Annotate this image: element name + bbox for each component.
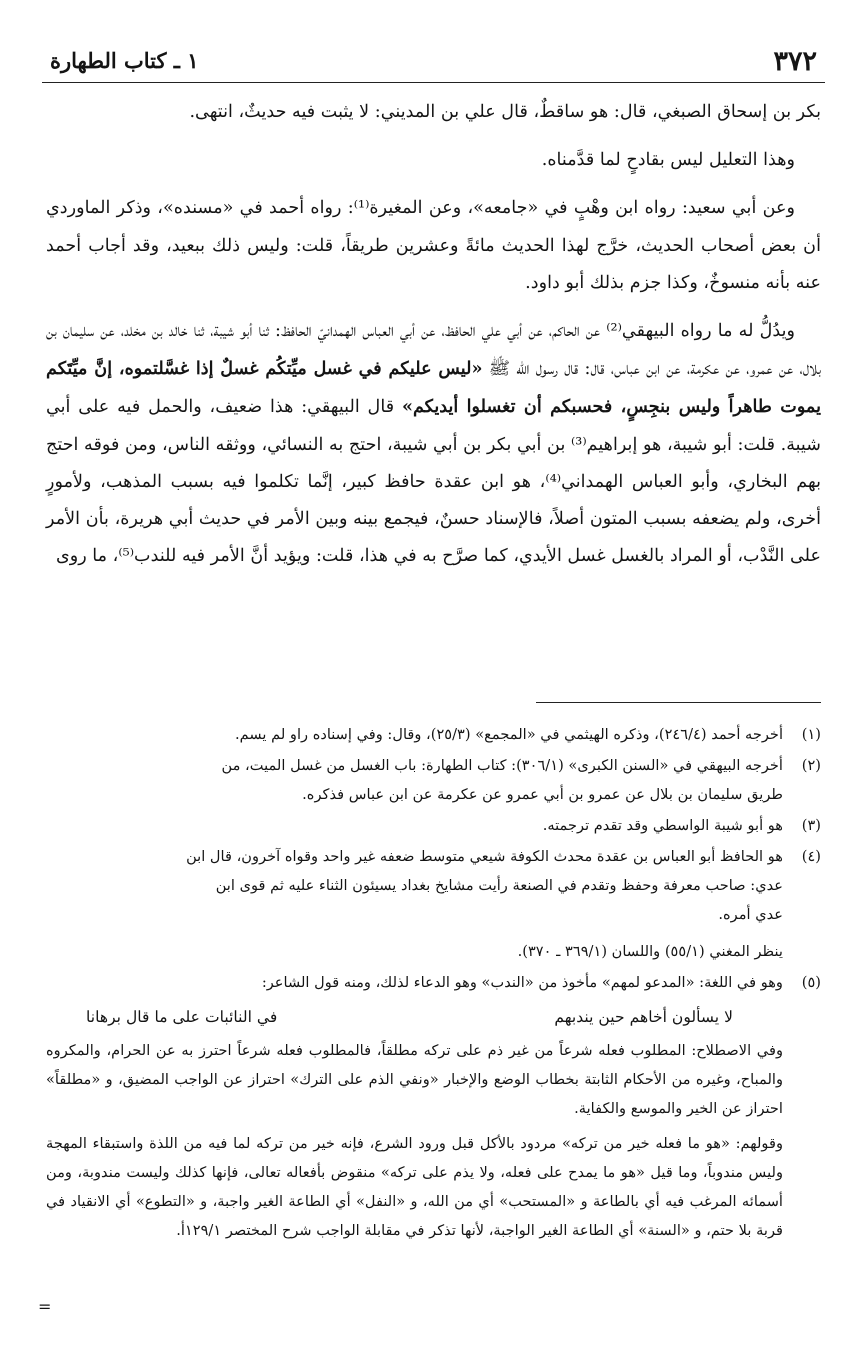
footnote-text: وهو في اللغة: «المدعو لمهم» مأخوذ من «الندب» وهو الدعاء لذلك، ومنه قول الشاعر: [261,974,783,991]
footnote-separator [536,702,821,703]
hadith-quote: «ليس عليكم في غسل ميِّتكُم غسلٌ إذا غسَّلتموه، إنَّ ميِّتَكم يموت طاهراً وليس بنجِسٍ، فحسبكم أن تغسلوا أيديكم» [46,358,821,418]
paragraph-4-intro: ويدُلُّ له ما رواه البيهقي⁽²⁾ عن الحاكم، عن أبي علي الحافظ، عن أبي العباس الهمدانيّ الحافظ: ثنا أبو شيبة، ثنا خالد بن مخلد، عن سليمان بن بلال، عن عمرو، عن عكرمة، عن ابن عباس، قال: قال رسول الله ﷺ [46,321,821,380]
footnote-text: أخرجه البيهقي في «السنن الكبرى» (٣٠٦/١): كتاب الطهارة: باب الغسل من غسل الميت، من [221,757,783,774]
footnote-text: هو أبو شيبة الواسطي وقد تقدم ترجمته. [542,817,783,834]
footnote-4 [46,842,821,966]
footnote-3 [46,811,821,840]
paragraph-4-commentary: قال البيهقي: هذا ضعيف، والحمل فيه على أبي شيبة. قلت: أبو شيبة، هو إبراهيم⁽³⁾ بن أبي بكر بن أبي شيبة، احتج به النسائي، ووثقه الناس، ومن فوقه احتج بهم البخاري، وأبو العباس الهمداني⁽⁴⁾، هو ابن عقدة حافظ كبير، إنَّما تكلموا فيه بسبب المذهب، ولأمورٍ أخرى، ولم يضعفه بسبب المتون أصلاً، فالإسناد حسنٌ، فيجمع بينه وبين الأمر في حديث أبي هريرة، بأن الأمر على النَّدْب، أو المراد بالغسل غسل الأيدي، كما صرَّح به في هذا، قلت: ويؤيد أنَّ الأمر فيه للندب⁽⁵⁾، ما روى [46,397,821,567]
footnote-reference: ينظر المغني (٥٥/١) واللسان (٣٦٩/١ ـ ٣٧٠). [517,943,783,960]
footnote-number: (٤) [801,848,821,865]
footnotes [46,720,821,1247]
footnote-text: هو الحافظ أبو العباس بن عقدة محدث الكوفة شيعي متوسط ضعفه غير واحد وقواه آخرون، قال ابن [186,848,783,865]
footnote-text: أخرجه أحمد (٢٤٦/٤)، وذكره الهيثمي في «المجمع» (٢٥/٣)، وقال: وفي إسناده راو لم يسم. [235,726,783,743]
footnote-number: (٣) [801,817,821,834]
paragraph-1: بكر بن إسحاق الصبغي، قال: هو ساقطٌ، قال علي بن المديني: لا يثبت فيه حديثٌ، انتهى. [189,102,821,122]
main-text [46,94,821,586]
running-header [42,42,825,83]
footnote-text: طريق سليمان بن بلال عن عمرو بن أبي عمرو عن عكرمة عن ابن عباس فذكره. [302,786,783,803]
footnote-5 [46,968,821,1245]
footnote-2 [46,751,821,809]
verse-first-hemistich: لا يسألون أخاهم حين يندبهم [554,1008,733,1026]
footnote-number: (٢) [801,757,821,774]
paragraph-3: وعن أبي سعيد: رواه ابن وهْبٍ في «جامعه»، وعن المغيرة⁽¹⁾: رواه أحمد في «مسنده»، وذكر الماوردي أن بعض أصحاب الحديث، خرَّج لهذا الحديث مائةً وعشرين طريقاً، قلت: وليس ذلك ببعيد، وقد أجاب أحمد عنه بأنه منسوخٌ، وكذا جزم بذلك أبو داود. [46,198,821,293]
page-number: ٣٧٢ [773,46,817,77]
continuation-mark: = [38,1297,52,1316]
poetry-verse [46,1003,783,1032]
footnote-1 [46,720,821,749]
verse-second-hemistich: في النائبات على ما قال برهانا [86,1008,278,1026]
footnote-text: عدي أمره. [718,906,783,923]
footnote-text: عدي: صاحب معرفة وحفظ وتقدم في الصنعة رأيت مشايخ بغداد يسيئون الثناء عليه ثم قوى ابن [215,877,783,894]
footnote-number: (٥) [801,974,821,991]
footnote-paragraph: وفي الاصطلاح: المطلوب فعله شرعاً من غير ذم على تركه مطلقاً، فالمطلوب فعله شرعاً احترز به عن الحرام، والمكروه والمباح، وغيره من الأحكام الثابتة بخطاب الوضع والإخبار «ونفي الذم على الترك» احتراز عن الواجب المضيق، و «مطلقاً» احتراز عن الخير والموسع والكفاية. [46,1042,783,1117]
paragraph-2: وهذا التعليل ليس بقادحٍ لما قدَّمناه. [541,150,795,171]
paragraph-4 [46,313,821,575]
footnote-number: (١) [801,726,821,743]
chapter-title: ١ ـ كتاب الطهارة [50,48,199,73]
footnote-paragraph: وقولهم: «هو ما فعله خير من تركه» مردود بالأكل قبل ورود الشرع، فإنه خير من تركه لما فيه من اللذة واستبقاء المهجة وليس مندوباً، وما قيل «هو ما يمدح على فعله، ولا يذم على تركه» منقوض بأفعاله تعالى، فإنها كذلك وليست مندوبة، ومن أسمائه المرغب فيه أي بالطاعة و «المستحب» أي من الله، و «النفل» أي الطاعة الغير واجبة، و «التطوع» أي الانقياد في قربة بلا حتم، و «السنة» أي الطاعة الغير الواجبة، لأنها تذكر في مقابلة الواجب شرح المختصر ١٢٩/١أ. [46,1135,783,1239]
